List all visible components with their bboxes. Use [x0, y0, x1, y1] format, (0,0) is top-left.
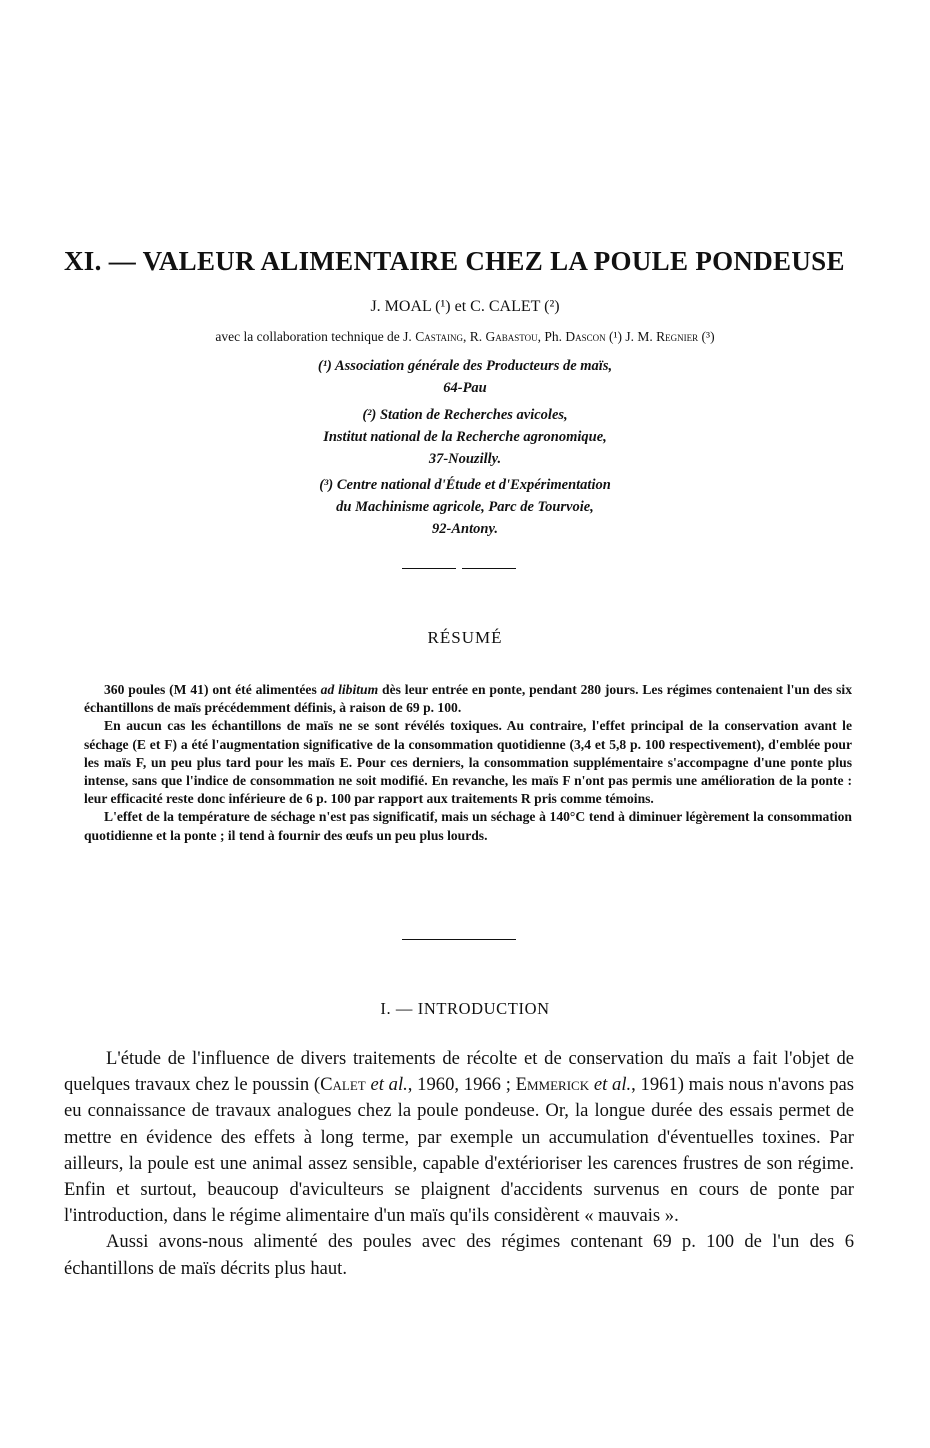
divider-rule-abstract: [402, 939, 516, 940]
affiliation-2-line-2: Institut national de la Recherche agronomique,: [323, 429, 607, 445]
affiliation-1: [0, 355, 930, 399]
affiliation-2-line-1: (²) Station de Recherches avicoles,: [362, 407, 568, 423]
collab-prefix: avec la collaboration technique de J.: [215, 329, 416, 344]
resume-heading: RÉSUMÉ: [427, 628, 503, 647]
affiliation-1-line-2: 64-Pau: [443, 380, 487, 396]
affiliation-3-marker: (³): [319, 477, 334, 493]
citation-calet: Calet: [320, 1074, 366, 1096]
collab-sep-1: , R.: [462, 329, 486, 344]
introduction-paragraph-1: L'étude de l'influence de divers traitements de récolte et de conservation du maïs a fait l'objet de quelques travaux chez le poussin (Calet et al., 1960, 1966 ; Emmerick et al., 1961) mais nous n'avons pas eu connaissance de travaux analogues chez la poule pondeuse. Or, la longue durée des essais permet de mettre en évidence des effets à long terme, par exemple un accumulation d'éventuelles toxines. Par ailleurs, la poule est une animal assez sensible, capable d'extérioriser les carences frustres de son régime. Enfin et surtout, beaucoup d'aviculteurs se plaignent d'accidents survenus en cours de ponte par l'introduction, dans le régime alimentaire d'un maïs qu'ils considèrent « mauvais ».: [64, 1048, 854, 1227]
authors-line: J. MOAL (¹) et C. CALET (²): [370, 298, 560, 315]
affiliation-2-marker: (²): [362, 407, 377, 423]
affiliation-3-line-1: (³) Centre national d'Étude et d'Expérimentation: [319, 477, 611, 493]
collab-name-regnier: Regnier: [656, 329, 699, 344]
introduction-heading: I. — INTRODUCTION: [380, 999, 550, 1018]
abstract: [84, 681, 852, 845]
article-title: XI. — VALEUR ALIMENTAIRE CHEZ LA POULE PONDEUSE: [64, 246, 845, 276]
divider-rule-left: [402, 568, 456, 569]
affiliation-1-marker: (¹): [317, 358, 332, 374]
citation-emmerick: Emmerick: [515, 1074, 590, 1096]
abstract-paragraph-2: En aucun cas les échantillons de maïs ne se sont révélés toxiques. Au contraire, l'effet principal de la conservation avant le séchage (E et F) a été l'augmentation significative de la consommation quotidienne (3,4 et 5,8 p. 100 respectivement), d'emblée pour les maïs F, un peu plus tard pour les maïs E. Pour ces derniers, la consommation supplémentaire s'accompagne d'une ponte plus intense, sans que l'indice de consommation ne soit modifié. En revanche, les maïs F n'ont pas permis une amélioration de la ponte : leur efficacité reste donc inférieure de 6 p. 100 par rapport aux traitements R pris comme témoins.: [84, 718, 852, 807]
abstract-ad-libitum: ad libitum: [320, 682, 379, 697]
affiliation-2: [0, 404, 930, 470]
collab-sep-3: (¹) J. M.: [605, 329, 657, 344]
abstract-paragraph-3: L'effet de la température de séchage n'est pas significatif, mais un séchage à 140°C tend à diminuer légèrement la consommation quotidienne et la ponte ; il tend à fournir des œufs un peu plus lourds.: [84, 809, 852, 843]
divider-rule-right: [462, 568, 516, 569]
collab-name-gabastou: Gabastou: [485, 329, 538, 344]
affiliation-3-line-3: 92-Antony.: [432, 521, 498, 537]
collaboration-line: [0, 329, 930, 345]
affiliation-3-line-2: du Machinisme agricole, Parc de Tourvoie,: [336, 499, 594, 515]
collab-name-dascon: Dascon: [565, 329, 606, 344]
affiliation-1-line-1: (¹) Association générale des Producteurs de maïs,: [317, 358, 613, 374]
introduction-paragraph-2: Aussi avons-nous alimenté des poules avec des régimes contenant 69 p. 100 de l'un des 6 échantillons de maïs décrits plus haut.: [64, 1231, 854, 1279]
collab-sep-2: , Ph.: [537, 329, 566, 344]
collab-suffix: (³): [698, 329, 715, 344]
affiliation-2-line-3: 37-Nouzilly.: [428, 451, 502, 467]
introduction-body: [64, 1046, 854, 1282]
abstract-paragraph-1: 360 poules (M 41) ont été alimentées ad libitum dès leur entrée en ponte, pendant 280 jours. Les régimes contenaient l'un des six échantillons de maïs précédemment définis, à raison de 69 p. 100.: [84, 682, 853, 716]
affiliation-3: [0, 474, 930, 540]
collab-name-castaing: Castaing: [415, 329, 463, 344]
